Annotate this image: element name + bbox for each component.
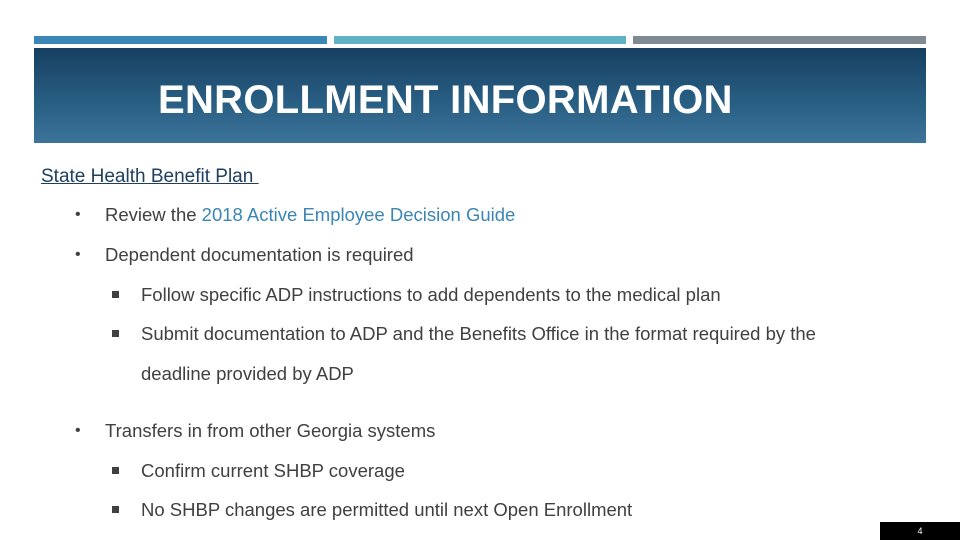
page-title: ENROLLMENT INFORMATION	[158, 78, 733, 122]
title-band	[34, 48, 926, 143]
bullet-dot-icon: •	[75, 206, 81, 223]
bullet-dot-icon: •	[75, 422, 81, 439]
subbullet-text-continuation: deadline provided by ADP	[141, 363, 354, 384]
subbullet-text: Follow specific ADP instructions to add dependents to the medical plan	[141, 284, 721, 305]
bullet-text: Dependent documentation is required	[105, 244, 414, 265]
accent-bar-teal	[334, 36, 626, 44]
bullet-text	[105, 203, 515, 227]
bullet-text: Transfers in from other Georgia systems	[105, 420, 436, 441]
square-bullet-icon	[112, 506, 119, 513]
subbullet-text: Confirm current SHBP coverage	[141, 460, 405, 481]
accent-bars	[34, 36, 926, 44]
subbullet-text: Submit documentation to ADP and the Benefits Office in the format required by the	[141, 323, 816, 344]
bullet-prefix: Review the	[105, 204, 202, 225]
square-bullet-icon	[112, 330, 119, 337]
subbullet-text: No SHBP changes are permitted until next Open Enrollment	[141, 499, 633, 520]
accent-bar-gray	[633, 36, 926, 44]
section-title: State Health Benefit Plan	[41, 166, 259, 187]
page-number: 4	[880, 522, 960, 540]
square-bullet-icon	[112, 467, 119, 474]
decision-guide-link[interactable]: 2018 Active Employee Decision Guide	[201, 204, 516, 225]
square-bullet-icon	[112, 291, 119, 298]
accent-bar-blue	[34, 36, 327, 44]
bullet-dot-icon: •	[75, 246, 81, 263]
